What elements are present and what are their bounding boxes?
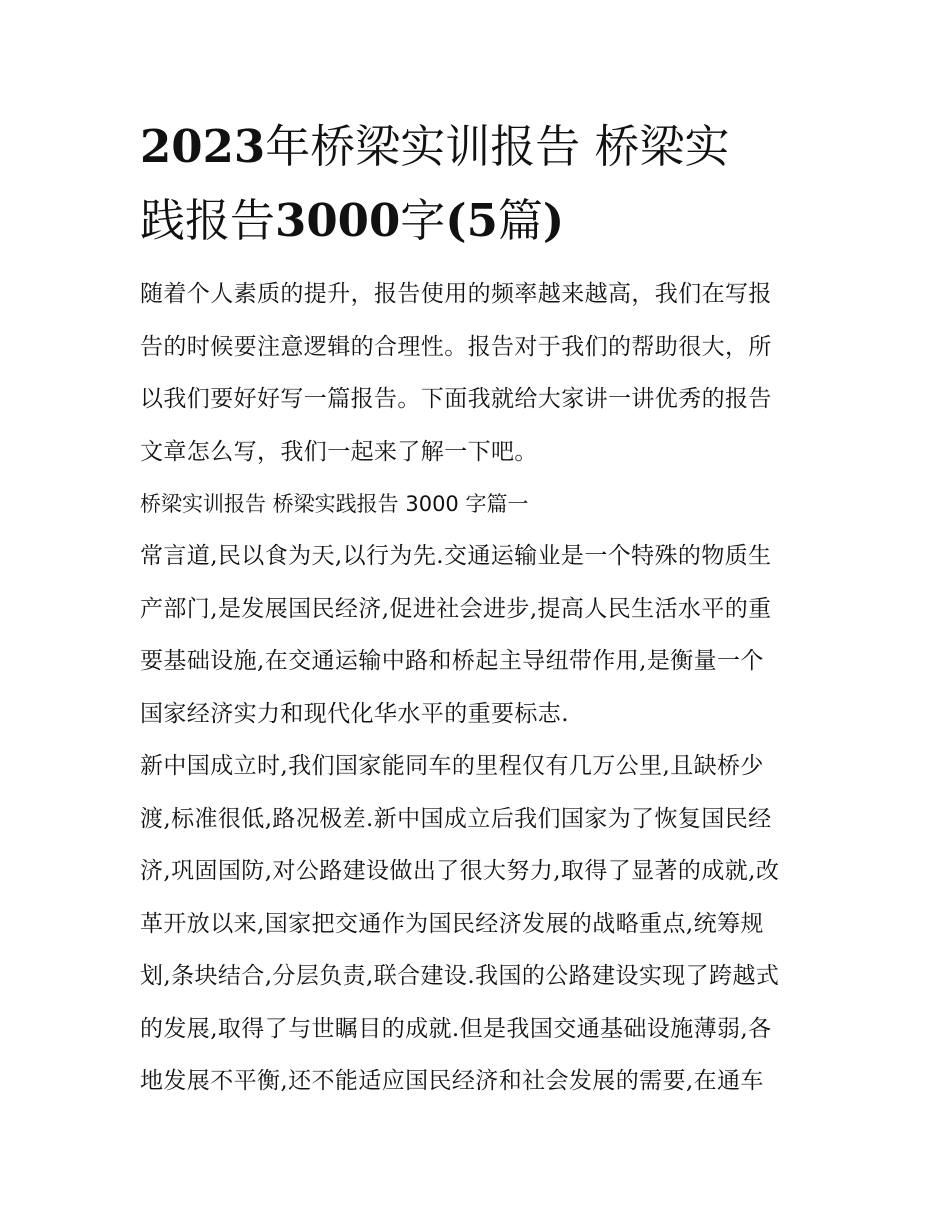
text-line: 新中国成立时,我们国家能同车的里程仅有几万公里,且缺桥少 [140,753,764,779]
text-line: 以我们要好好写一篇报告。下面我就给大家讲一讲优秀的报告 [140,386,772,412]
text-line: 国家经济实力和现代化华水平的重要标志. [140,700,569,727]
body-paragraph-1 [140,530,815,740]
title-segment: 篇 [497,194,543,247]
text-line: 产部门,是发展国民经济,促进社会进步,提高人民生活水平的重 [140,595,772,622]
text-line: 告的时候要注意逻辑的合理性。报告对于我们的帮助很大，所 [140,333,772,360]
title-segment: 践报告 [140,194,276,247]
title-segment: 字 [400,194,446,247]
title-segment: ) [542,194,565,247]
section-heading: 桥梁实训报告 桥梁实践报告 3000 字篇一 [140,492,529,516]
title-segment: 2023 [140,120,266,173]
text-line: 随着个人素质的提升，报告使用的频率越来越高，我们在写报 [140,281,772,307]
text-line: 革开放以来,国家把交通作为国民经济发展的战略重点,统筹规 [140,910,764,937]
document-content [140,110,815,1108]
title-segment: 3000 [275,194,401,247]
text-line: 的发展,取得了与世瞩目的成就.但是我国交通基础设施薄弱,各 [140,1015,772,1042]
text-line: 要基础设施,在交通运输中路和桥起主导纽带作用,是衡量一个 [140,648,764,674]
text-line: 渡,标准很低,路况极差.新中国成立后我们国家为了恢复国民经 [140,805,772,832]
text-line: 文章怎么写，我们一起来了解一下吧。 [140,438,538,465]
body-paragraph-2 [140,740,815,1108]
text-line: 济,巩固国防,对公路建设做出了很大努力,取得了显著的成就,改 [140,858,780,884]
title-segment: 年桥梁实训报告 桥梁实 [265,120,730,173]
text-line: 划,条块结合,分层负责,联合建设.我国的公路建设实现了跨越式 [140,963,780,989]
title-line [140,110,815,184]
text-line: 常言道,民以食为天,以行为先.交通运输业是一个特殊的物质生 [140,543,772,569]
title-segment: (5 [445,194,498,247]
document-title [140,110,815,258]
title-line [140,184,815,258]
intro-paragraph [140,268,815,478]
text-line: 地发展不平衡,还不能适应国民经济和社会发展的需要,在通车 [140,1068,764,1094]
